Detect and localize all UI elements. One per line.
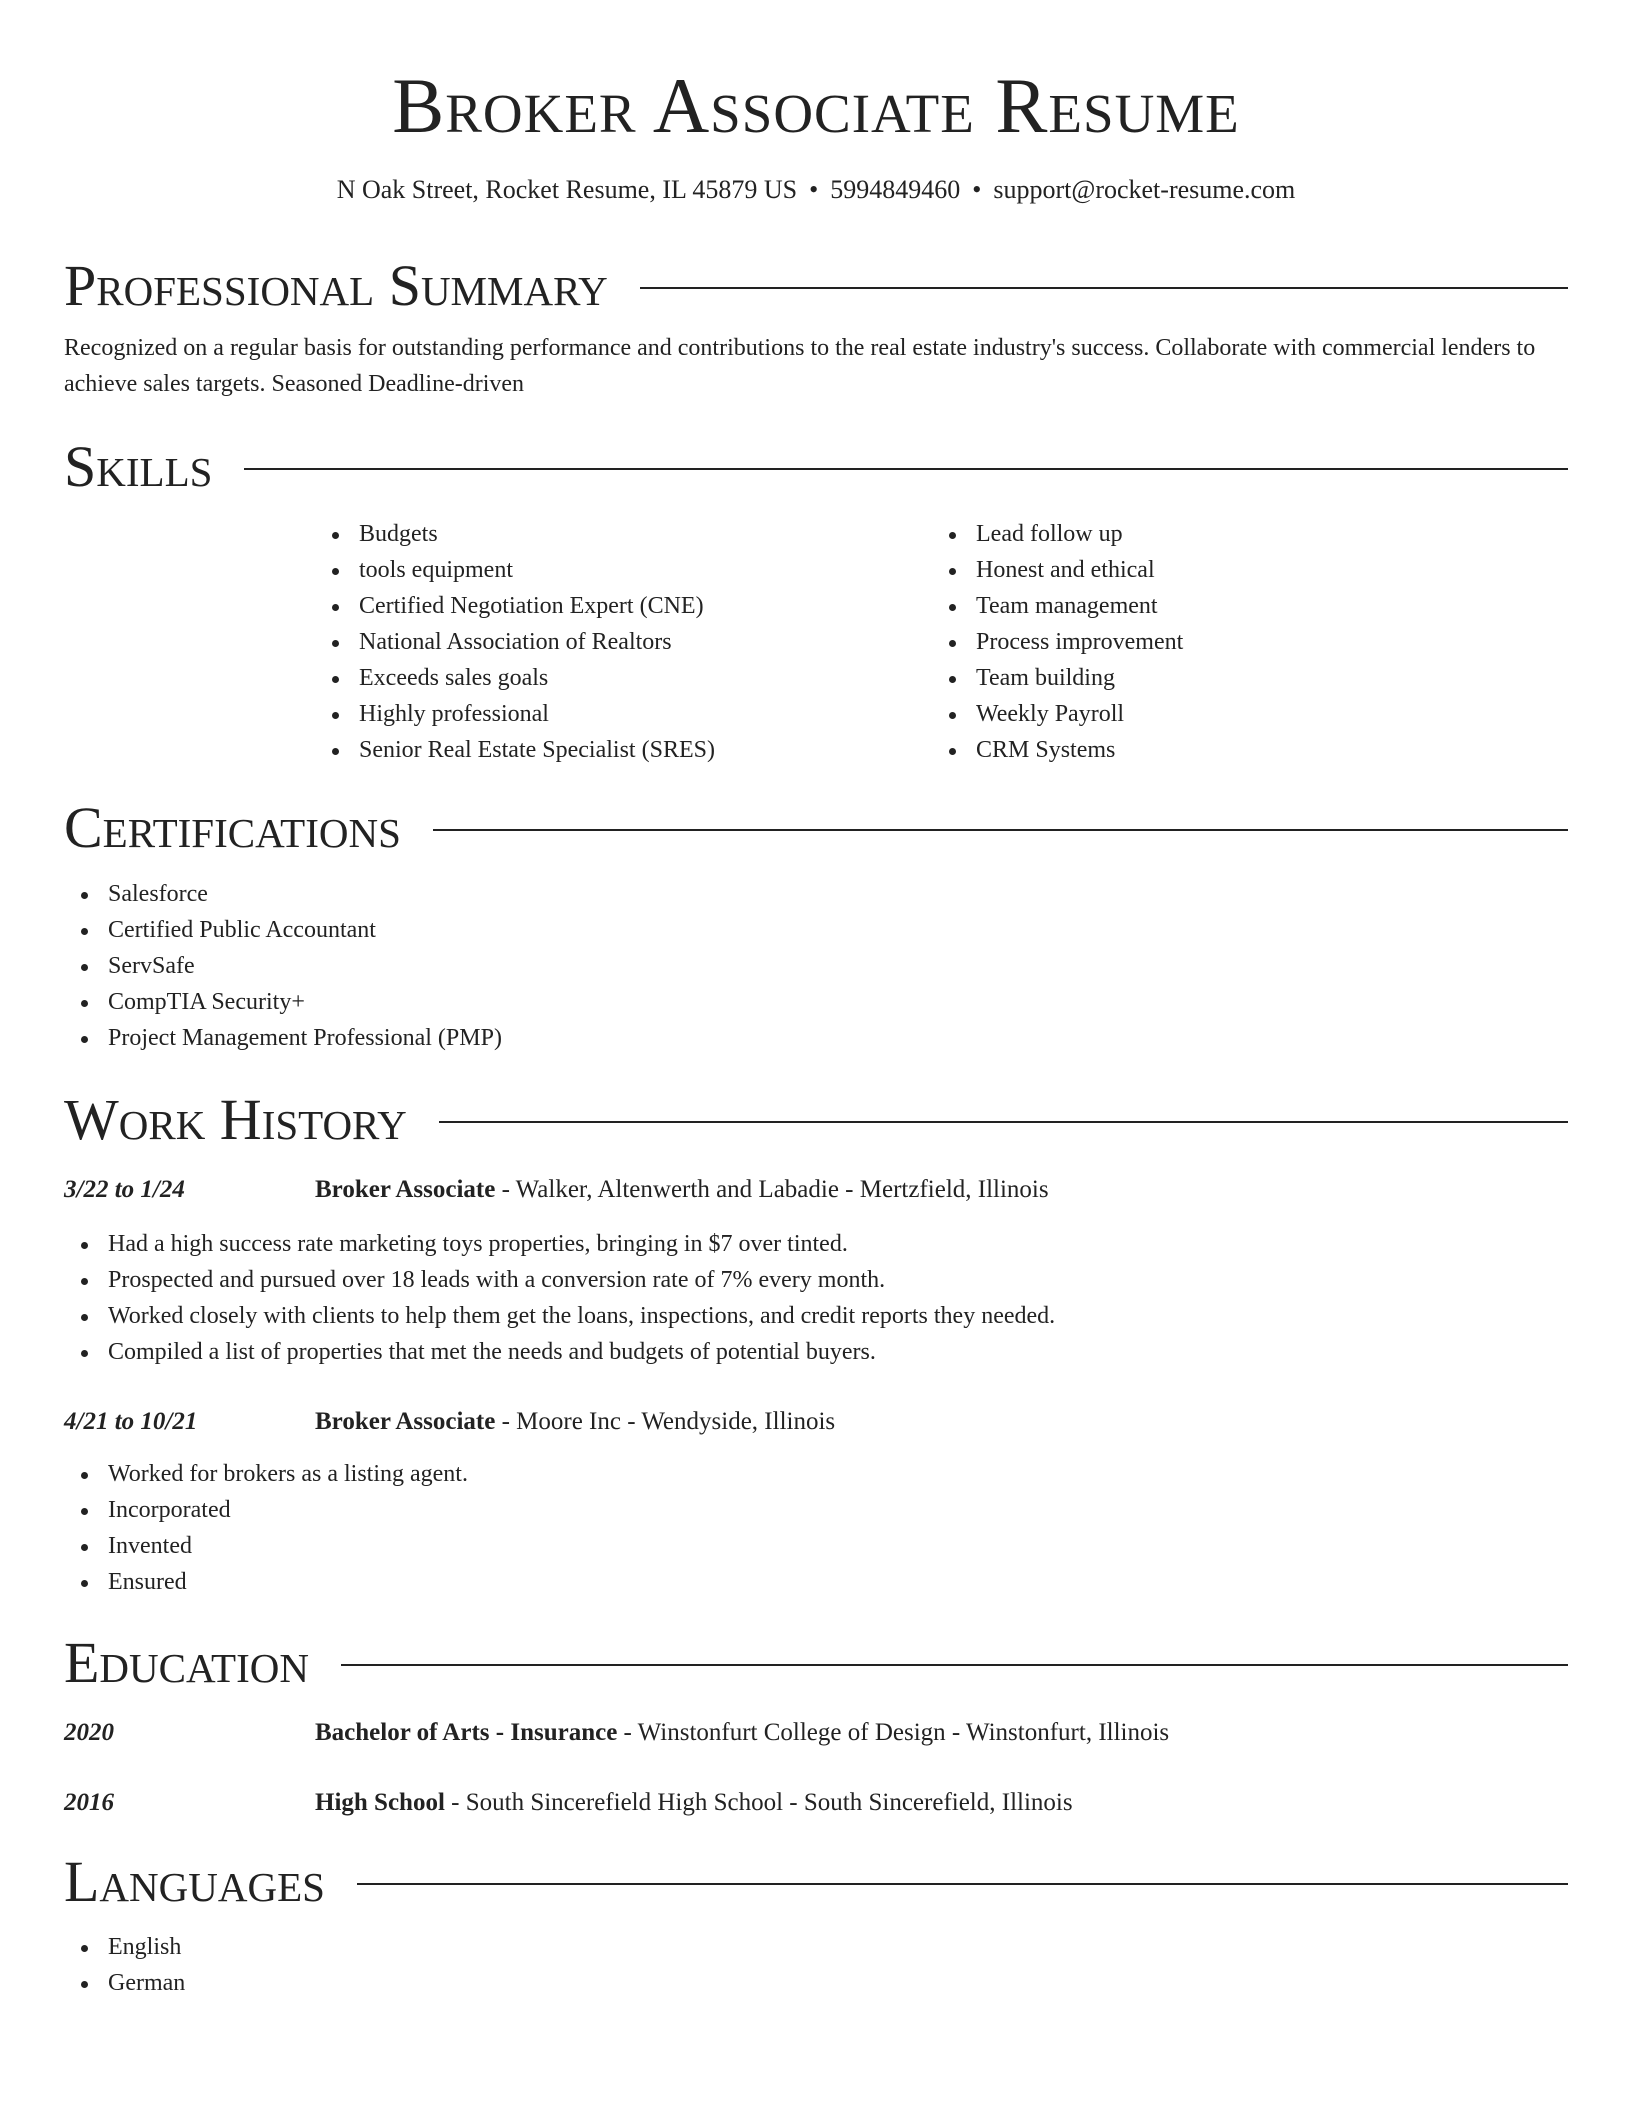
skills-list-left — [315, 516, 932, 768]
list-item: Prospected and pursued over 18 leads with a conversion rate of 7% every month. — [64, 1262, 1568, 1298]
education-year: 2020 — [64, 1719, 114, 1746]
education-degree: High School — [315, 1789, 445, 1816]
contact-email: support@rocket-resume.com — [993, 175, 1296, 204]
section-divider — [439, 1121, 1568, 1123]
job-header — [64, 1404, 1568, 1440]
list-item: Budgets — [315, 516, 932, 552]
list-item: English — [64, 1929, 1568, 1965]
education-section — [64, 1630, 1568, 1821]
certifications-list — [64, 858, 1568, 1056]
section-divider — [341, 1664, 1568, 1666]
resume-title: Broker Associate Resume — [392, 62, 1240, 149]
contact-phone: 5994849460 — [830, 175, 961, 204]
section-heading: Certifications — [64, 795, 401, 860]
list-item: Senior Real Estate Specialist (SRES) — [315, 732, 932, 768]
list-item: Compiled a list of properties that met the needs and budgets of potential buyers. — [64, 1334, 1568, 1370]
skills-grid — [315, 497, 1568, 768]
skills-section — [64, 434, 1568, 768]
list-item: ServSafe — [64, 948, 1568, 984]
section-heading: Languages — [64, 1849, 325, 1914]
list-item: Salesforce — [64, 876, 1568, 912]
job-details: - Moore Inc - Wendyside, Illinois — [495, 1408, 836, 1435]
education-year: 2016 — [64, 1789, 114, 1816]
contact-line — [64, 175, 1568, 205]
list-item: Process improvement — [932, 624, 1549, 660]
section-heading: Skills — [64, 434, 213, 499]
list-item: Invented — [64, 1528, 1568, 1564]
list-item: Project Management Professional (PMP) — [64, 1020, 1568, 1056]
section-divider — [433, 829, 1568, 831]
job-title: Broker Associate — [315, 1408, 496, 1435]
education-details: - South Sincerefield High School - South Sincerefield, Illinois — [444, 1789, 1073, 1816]
list-item: Ensured — [64, 1564, 1568, 1600]
list-item: National Association of Realtors — [315, 624, 932, 660]
list-item: Worked for brokers as a listing agent. — [64, 1456, 1568, 1492]
list-item: Had a high success rate marketing toys properties, bringing in $7 over tinted. — [64, 1226, 1568, 1262]
skills-list-right — [932, 516, 1549, 768]
list-item: Honest and ethical — [932, 552, 1549, 588]
work-history-section — [64, 1087, 1568, 1600]
job-details: - Walker, Altenwerth and Labadie - Mertzfield, Illinois — [495, 1176, 1049, 1203]
languages-list — [64, 1912, 1568, 2001]
summary-text: Recognized on a regular basis for outstanding performance and contributions to the real estate industry's success. Collaborate with commercial lenders to achieve sales targets. Seasoned Deadline-driven — [64, 335, 1536, 397]
education-degree: Bachelor of Arts - Insurance — [315, 1719, 618, 1746]
list-item: Incorporated — [64, 1492, 1568, 1528]
contact-separator: • — [809, 175, 819, 204]
list-item: Exceeds sales goals — [315, 660, 932, 696]
contact-address: N Oak Street, Rocket Resume, IL 45879 US — [336, 175, 798, 204]
education-details: - Winstonfurt College of Design - Winstonfurt, Illinois — [617, 1719, 1170, 1746]
job-dates: 3/22 to 1/24 — [64, 1176, 185, 1203]
job-entry — [64, 1150, 1568, 1370]
list-item: Certified Public Accountant — [64, 912, 1568, 948]
job-title: Broker Associate — [315, 1176, 496, 1203]
job-entry — [64, 1370, 1568, 1600]
job-dates: 4/21 to 10/21 — [64, 1408, 198, 1435]
list-item: Team management — [932, 588, 1549, 624]
list-item: Lead follow up — [932, 516, 1549, 552]
list-item: German — [64, 1965, 1568, 2001]
section-divider — [640, 287, 1568, 289]
list-item: Weekly Payroll — [932, 696, 1549, 732]
section-heading: Professional Summary — [64, 253, 608, 318]
list-item: Worked closely with clients to help them get the loans, inspections, and credit reports they needed. — [64, 1298, 1568, 1334]
job-header — [64, 1172, 1568, 1208]
languages-section — [64, 1849, 1568, 2001]
resume-page — [64, 0, 1568, 1996]
certifications-section — [64, 795, 1568, 1056]
list-item: tools equipment — [315, 552, 932, 588]
section-heading: Education — [64, 1630, 309, 1695]
job-bullets — [64, 1208, 1568, 1370]
education-entry — [64, 1715, 1568, 1751]
section-divider — [357, 1883, 1568, 1885]
education-entry — [64, 1785, 1568, 1821]
section-divider — [244, 468, 1568, 470]
list-item: Highly professional — [315, 696, 932, 732]
list-item: Certified Negotiation Expert (CNE) — [315, 588, 932, 624]
list-item: Team building — [932, 660, 1549, 696]
list-item: CRM Systems — [932, 732, 1549, 768]
contact-separator: • — [972, 175, 982, 204]
summary-section — [64, 253, 1568, 402]
list-item: CompTIA Security+ — [64, 984, 1568, 1020]
job-bullets — [64, 1440, 1568, 1600]
section-heading: Work History — [64, 1087, 407, 1152]
